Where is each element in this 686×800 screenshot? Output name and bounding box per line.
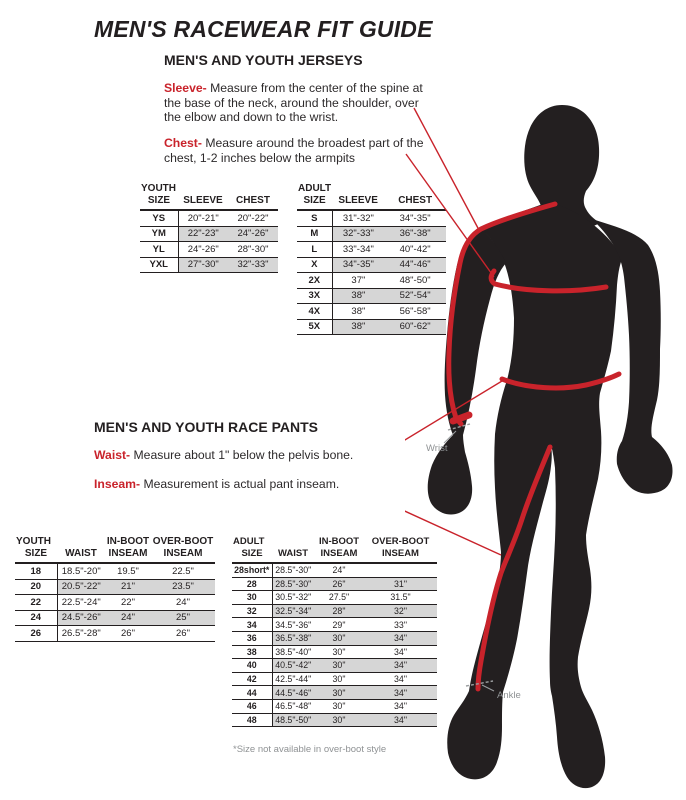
inseam-instruction xyxy=(94,477,424,492)
table-row xyxy=(15,579,215,595)
size-cell: 44 xyxy=(232,686,272,700)
size-cell: 36 xyxy=(232,631,272,645)
value-cell: 38" xyxy=(332,304,384,320)
size-cell: 32 xyxy=(232,604,272,618)
value-cell: 32"-33" xyxy=(228,257,278,273)
size-cell: 42 xyxy=(232,672,272,686)
column-header: OVER-BOOT INSEAM xyxy=(364,536,437,563)
pants-section-heading: MEN'S AND YOUTH RACE PANTS xyxy=(94,419,318,435)
value-cell: 26" xyxy=(314,577,364,591)
size-cell: 5X xyxy=(297,319,332,335)
value-cell: 42.5"-44" xyxy=(272,672,314,686)
column-header: ADULT SIZE xyxy=(232,536,272,563)
value-cell: 26" xyxy=(151,626,215,642)
chest-callout-line xyxy=(406,154,494,277)
value-cell: 28" xyxy=(314,604,364,618)
value-cell: 22.5"-24" xyxy=(57,595,105,611)
value-cell: 29" xyxy=(314,618,364,632)
value-cell: 48"-50" xyxy=(384,273,446,289)
value-cell: 26.5"-28" xyxy=(57,626,105,642)
column-header: ADULT SIZE xyxy=(297,183,332,210)
value-cell: 36"-38" xyxy=(384,226,446,242)
table-row xyxy=(15,563,215,579)
value-cell: 20.5"-22" xyxy=(57,579,105,595)
value-cell: 34" xyxy=(364,645,437,659)
size-cell: 2X xyxy=(297,273,332,289)
value-cell: 60"-62" xyxy=(384,319,446,335)
value-cell: 32.5"-34" xyxy=(272,604,314,618)
size-cell: 34 xyxy=(232,618,272,632)
value-cell: 34" xyxy=(364,713,437,727)
size-cell: 24 xyxy=(15,610,57,626)
column-header: CHEST xyxy=(228,183,278,210)
value-cell: 34"-35" xyxy=(332,257,384,273)
value-cell: 26" xyxy=(105,626,151,642)
value-cell: 24" xyxy=(314,563,364,577)
value-cell: 40.5"-42" xyxy=(272,659,314,673)
value-cell: 24" xyxy=(151,595,215,611)
value-cell: 28.5"-30" xyxy=(272,563,314,577)
value-cell: 44.5"-46" xyxy=(272,686,314,700)
value-cell: 24" xyxy=(105,610,151,626)
size-cell: S xyxy=(297,210,332,226)
column-header: SLEEVE xyxy=(332,183,384,210)
chest-instruction xyxy=(164,136,430,165)
value-cell: 32"-33" xyxy=(332,226,384,242)
column-header: YOUTH SIZE xyxy=(15,536,57,563)
wrist-label: Wrist xyxy=(426,443,448,454)
value-cell: 56"-58" xyxy=(384,304,446,320)
sleeve-text: Measure from the center of the spine at the base of the neck, around the shoulder, over the elbow and down to the wrist. xyxy=(164,81,423,125)
inseam-term: Inseam- xyxy=(94,477,141,491)
value-cell: 40"-42" xyxy=(384,242,446,258)
sleeve-term: Sleeve- xyxy=(164,81,207,95)
waist-text: Measure about 1" below the pelvis bone. xyxy=(133,448,354,462)
column-header: IN-BOOT INSEAM xyxy=(105,536,151,563)
column-header: YOUTH SIZE xyxy=(140,183,178,210)
value-cell: 34" xyxy=(364,672,437,686)
size-cell: YL xyxy=(140,242,178,258)
value-cell: 46.5"-48" xyxy=(272,699,314,713)
value-cell: 25" xyxy=(151,610,215,626)
value-cell: 31" xyxy=(364,577,437,591)
value-cell: 19.5" xyxy=(105,563,151,579)
column-header: OVER-BOOT INSEAM xyxy=(151,536,215,563)
value-cell: 38" xyxy=(332,288,384,304)
value-cell: 31.5" xyxy=(364,591,437,605)
value-cell: 30" xyxy=(314,631,364,645)
value-cell: 27.5" xyxy=(314,591,364,605)
size-cell: 30 xyxy=(232,591,272,605)
value-cell: 30" xyxy=(314,672,364,686)
header-row xyxy=(15,536,215,563)
size-footnote: *Size not available in over-boot style xyxy=(233,744,387,755)
sleeve-instruction xyxy=(164,81,430,125)
size-cell: M xyxy=(297,226,332,242)
value-cell: 32" xyxy=(364,604,437,618)
value-cell: 24"-26" xyxy=(228,226,278,242)
size-cell: YM xyxy=(140,226,178,242)
value-cell: 24.5"-26" xyxy=(57,610,105,626)
value-cell: 20"-22" xyxy=(228,210,278,226)
size-cell: 28 xyxy=(232,577,272,591)
value-cell: 34" xyxy=(364,699,437,713)
youth-pants-table-grid xyxy=(15,536,215,642)
value-cell: 52"-54" xyxy=(384,288,446,304)
value-cell: 30" xyxy=(314,686,364,700)
value-cell: 31"-32" xyxy=(332,210,384,226)
header-row xyxy=(140,183,278,210)
table-row xyxy=(140,257,278,273)
size-cell: 20 xyxy=(15,579,57,595)
table-row xyxy=(140,226,278,242)
value-cell: 23.5" xyxy=(151,579,215,595)
value-cell: 21" xyxy=(105,579,151,595)
table-row xyxy=(15,595,215,611)
value-cell: 34" xyxy=(364,686,437,700)
value-cell: 34"-35" xyxy=(384,210,446,226)
value-cell: 30.5"-32" xyxy=(272,591,314,605)
ankle-label: Ankle xyxy=(497,690,521,701)
value-cell: 22"-23" xyxy=(178,226,228,242)
size-cell: 48 xyxy=(232,713,272,727)
size-cell: 4X xyxy=(297,304,332,320)
column-header: WAIST xyxy=(57,536,105,563)
value-cell: 18.5"-20" xyxy=(57,563,105,579)
value-cell: 30" xyxy=(314,699,364,713)
value-cell: 27"-30" xyxy=(178,257,228,273)
value-cell: 20"-21" xyxy=(178,210,228,226)
size-cell: 18 xyxy=(15,563,57,579)
value-cell: 30" xyxy=(314,713,364,727)
size-cell: 3X xyxy=(297,288,332,304)
size-cell: 28short* xyxy=(232,563,272,577)
column-header: SLEEVE xyxy=(178,183,228,210)
value-cell: 34" xyxy=(364,659,437,673)
jerseys-section-heading: MEN'S AND YOUTH JERSEYS xyxy=(164,52,363,68)
table-row xyxy=(140,242,278,258)
chest-text: Measure around the broadest part of the chest, 1-2 inches below the armpits xyxy=(164,136,424,165)
size-cell: 38 xyxy=(232,645,272,659)
size-cell: X xyxy=(297,257,332,273)
value-cell: 38.5"-40" xyxy=(272,645,314,659)
value-cell: 24"-26" xyxy=(178,242,228,258)
size-cell: 22 xyxy=(15,595,57,611)
table-row xyxy=(15,610,215,626)
table-row xyxy=(15,626,215,642)
value-cell: 37" xyxy=(332,273,384,289)
waist-term: Waist- xyxy=(94,448,131,462)
value-cell: 30" xyxy=(314,645,364,659)
column-header: IN-BOOT INSEAM xyxy=(314,536,364,563)
value-cell: 33"-34" xyxy=(332,242,384,258)
value-cell: 22.5" xyxy=(151,563,215,579)
value-cell: 38" xyxy=(332,319,384,335)
size-cell: YS xyxy=(140,210,178,226)
value-cell: 44"-46" xyxy=(384,257,446,273)
body-measurement-figure xyxy=(405,95,686,800)
column-header: CHEST xyxy=(384,183,446,210)
table-row xyxy=(140,210,278,226)
waist-instruction xyxy=(94,448,424,463)
size-cell: 26 xyxy=(15,626,57,642)
page-title: MEN'S RACEWEAR FIT GUIDE xyxy=(94,16,433,42)
size-cell: 46 xyxy=(232,699,272,713)
inseam-text: Measurement is actual pant inseam. xyxy=(143,477,340,491)
value-cell: 30" xyxy=(314,659,364,673)
value-cell: 28.5"-30" xyxy=(272,577,314,591)
column-header: WAIST xyxy=(272,536,314,563)
youth-jersey-table-grid xyxy=(140,183,278,273)
size-cell: 40 xyxy=(232,659,272,673)
value-cell: 28"-30" xyxy=(228,242,278,258)
value-cell: 22" xyxy=(105,595,151,611)
size-cell: L xyxy=(297,242,332,258)
size-cell: YXL xyxy=(140,257,178,273)
chest-term: Chest- xyxy=(164,136,202,150)
value-cell: 34.5"-36" xyxy=(272,618,314,632)
value-cell: 33" xyxy=(364,618,437,632)
value-cell: 48.5"-50" xyxy=(272,713,314,727)
value-cell: 34" xyxy=(364,631,437,645)
value-cell: 36.5"-38" xyxy=(272,631,314,645)
